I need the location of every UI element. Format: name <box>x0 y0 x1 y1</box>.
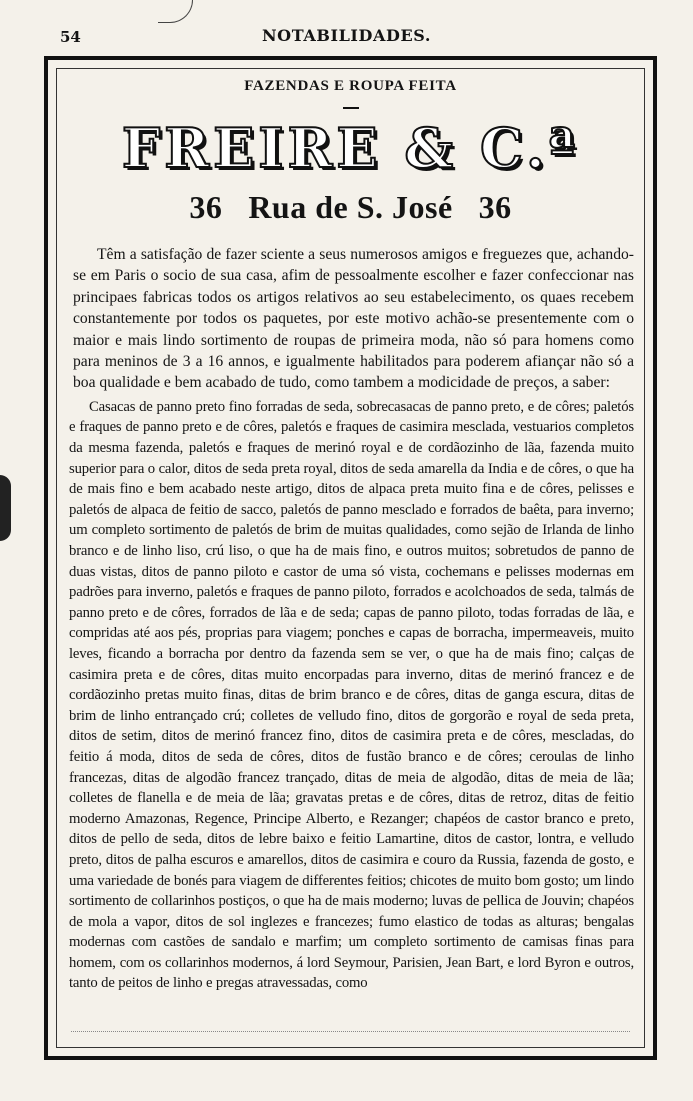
address-line <box>57 189 644 226</box>
binding-margin-mark <box>0 475 11 541</box>
lead-paragraph: Têm a satisfação de fazer sciente a seus numerosos amigos e freguezes que, achando-se em Paris o socio de sua casa, afim de pessoalmente escolher e fazer confeccionar nas principaes fabricas todos os artigos relativos ao seu estabelecimento, os quaes recebem constantemente por todos os paquetes, por este motivo achão-se presentemente com o maior e mais lindo sortimento de roupas de primeira moda, não só para homens como para meninos de 3 a 16 annos, e igualmente habilitados para poderem afiançar não só a boa qualidade e bem acabado de tudo, como tambem a modicidade de preços, a saber: <box>73 246 634 392</box>
address-number-right: 36 <box>478 189 512 225</box>
section-title: FAZENDAS E ROUPA FEITA <box>244 78 457 94</box>
advert-frame <box>44 56 657 1060</box>
page-number: 54 <box>60 28 81 46</box>
pen-mark-decoration <box>158 0 193 23</box>
body-paragraph: Casacas de panno preto fino forradas de seda, sobrecasacas de panno preto, e de côres; paletós e fraques de panno preto e de côres, paletós e fraques de casimira mesclada, vestuarios completos da mesma fazenda, paletós e fraques de merinó royal e de cordãozinho de lãa, fazenda muito superior para o calor, ditos de seda preta royal, ditos de seda amarella da India e de côres, o que ha de mais fino e bem acabado neste artigo, ditos de alpaca preta muito fina e de côres, pelisses e paletós de alpaca de feitio de sacco, paletós de panno mesclado e forrados de baêta, para inverno; um completo sortimento de paletós de brim de muitas qualidades, como sejão de Irlanda de linho branco e de linho liso, crú liso, o que ha de mais fino, e outros muitos; sobretudos de panno de duas vistas, ditos de panno piloto e castor de uma só vista, cochemans e pelisses modernas em padrões para inverno, paletós e fraques de panno piloto, forrados e acolchoados de seda, talmás de panno preto e de côres, forrados de lãa e de seda; capas de panno piloto, todas forradas de lãa, e compridas até aos pés, proprias para viagem; ponches e capas de borracha, impermeaveis, muito leves, ficando a borracha por dentro da fazenda sem se ver, o que ha de mais fino; calças de casimira preta e de côres, ditas muito encorpadas para inverno, ditas de merinó francez e de cordãozinho pretas muito finas, ditas de brim branco e de côres, ditas de ganga escura, ditas de brim de linho entrançado crú; colletes de velludo fino, ditos de gorgorão e royal de seda preta, ditos de setim, ditos de merinó francez fino, ditos de casimira preta e de côres, mescladas, do feitio á moda, ditos de seda de côres, ditos de fustão branco e de côres; ceroulas de linho francezas, ditas de algodão francez trançado, ditas de meia de algodão, ditas de meia de lãa; colletes de flanella e de meia de lãa; gravatas pretas e de côres, ditas de retroz, ditas de feitio moderno Amazonas, Regence, Principe Alberto, e Rezanger; chapéos de castor branco e preto, ditos de pello de seda, ditos de lebre baixo e feitio Lamartine, ditos de castor, lontra, e velludo preto, ditos de palha escuros e amarellos, ditos de casimira e couro da Russia, fazenda de gosto, e uma variedade de bonés para viagem de differentes feitios; chicotes de muito bom gosto; um lindo sortimento de collarinhos postiços, o que ha de mais moderno; luvas de pellica de Jouvin; chapéos de mola a vapor, ditos de sol inglezes e francezes; fumo elastico de todas as alturas; bengalas modernas com castões de sandalo e marfim; um completo sortimento de camisas finas para homem, com os collarinhos modernos, á lord Seymour, Parisien, Jean Bart, e lord Byron e outros, tanto de peitos de linho e pregas atravessadas, como <box>69 398 634 992</box>
address-number-left: 36 <box>189 189 223 225</box>
footer-dotted-rule <box>71 1031 630 1033</box>
company-name: FREIRE & C.ª <box>121 116 580 180</box>
running-title: NOTABILIDADES. <box>261 26 432 45</box>
page-header <box>0 26 693 50</box>
title-divider <box>343 107 359 109</box>
advert-inner-border <box>56 68 645 1048</box>
address-street: Rua de S. José <box>248 189 453 225</box>
